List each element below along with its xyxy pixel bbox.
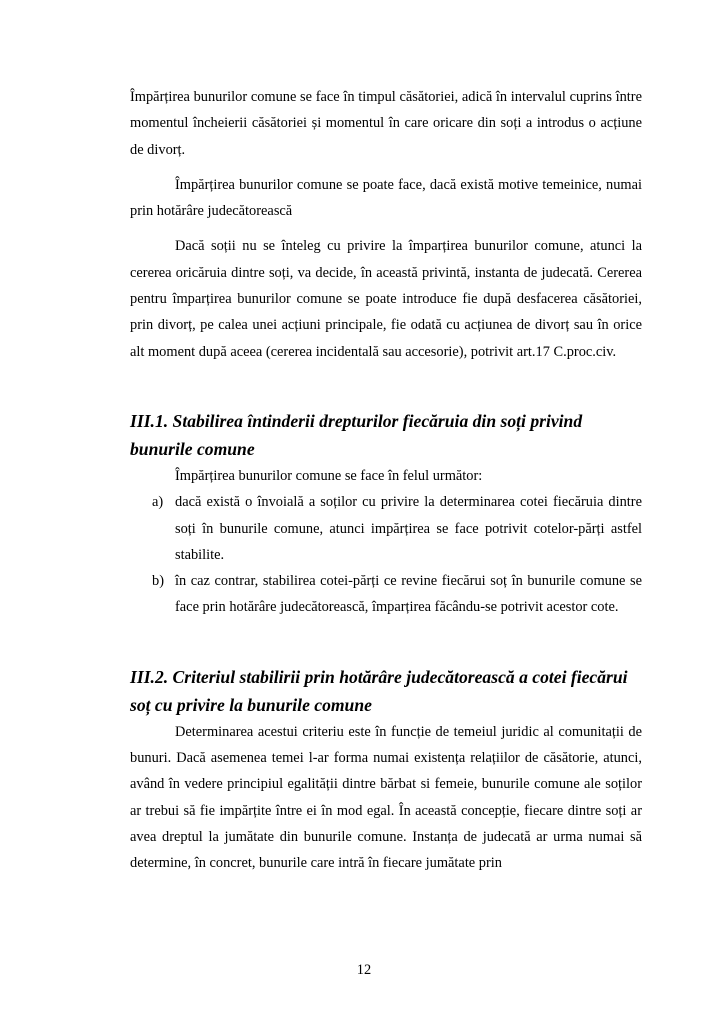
list-item-text: dacă există o învoială a soților cu privire la determinarea cotei fiecăruia dintre soți în bunurile comune, atunci impărțirea se face potrivit cotelor-părți astfel stabilite. bbox=[175, 494, 642, 563]
paragraph-1: Împărțirea bunurilor comune se face în timpul căsătoriei, adică în intervalul cuprins între momentul încheierii căsătoriei și momentul în care oricare din soți a introdus o acțiune de divorț. bbox=[130, 89, 642, 158]
list-marker: b) bbox=[152, 573, 164, 590]
list-item-text: în caz contrar, stabilirea cotei-părți ce revine fiecărui soț în bunurile comune se face prin hotărâre judecătorească, împarțirea făcându-se potrivit acestor cote. bbox=[175, 573, 642, 616]
paragraph-2: Împărțirea bunurilor comune se poate face, dacă există motive temeinice, numai prin hotărâre judecătorească bbox=[130, 176, 642, 220]
section-heading-1: III.1. Stabilirea întinderii drepturilor fiecăruia din soți privind bunurile comune bbox=[130, 410, 583, 459]
page-number: 12 bbox=[356, 962, 372, 978]
section-1-list bbox=[130, 489, 642, 620]
list-item bbox=[130, 489, 642, 568]
section-2-body: Determinarea acestui criteriu este în funcție de temeiul juridic al comunitații de bunuri. Dacă asemenea temei l-ar forma numai existența relațiilor de căsătorie, atunci, având în vedere principiul egalității dintre bărbat si femeie, bunurile comune ale soților ar trebui să fie impărțite între ei în mod egal. În această concepție, fiecare dintre soți ar avea dreptul la jumătate din bunurile comune. Instanța de judecată ar urma numai să determine, în concret, bunurile care intră în fiecare jumătate prin bbox=[130, 723, 642, 872]
paragraph-3: Dacă soții nu se înteleg cu privire la împarțirea bunurilor comune, atunci la cererea oricăruia dintre soți, va decide, în această privintă, instanta de judecată. Cererea pentru împarțirea bunurilor comune se poate introduce fie după desfacerea căsătoriei, prin divorț, pe calea unei acțiuni principale, fie odată cu acțiunea de divorț sau în orice alt moment după aceea (cererea incidentală sau accesorie), potrivit art.17 C.proc.civ. bbox=[130, 238, 642, 360]
list-marker: a) bbox=[152, 494, 164, 511]
section-1-intro: Împărțirea bunurilor comune se face în felul următor: bbox=[175, 467, 483, 484]
page-content bbox=[130, 84, 642, 877]
list-item bbox=[130, 568, 642, 621]
section-heading-2: III.2. Criteriul stabilirii prin hotărâre judecătorească a cotei fiecărui soț cu privire la bunurile comune bbox=[130, 666, 628, 715]
